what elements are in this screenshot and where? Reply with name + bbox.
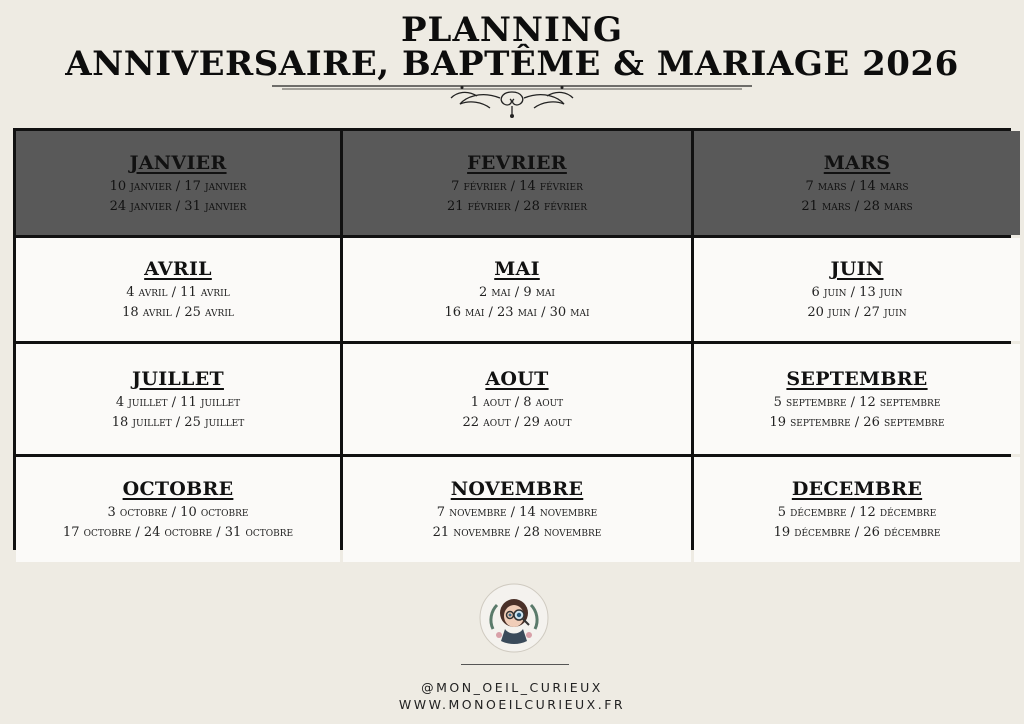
month-cell-novembre — [343, 457, 691, 562]
footer-divider — [461, 664, 569, 665]
month-cell-octobre — [16, 457, 340, 562]
month-name: DECEMBRE — [791, 478, 923, 500]
month-dates-line2: 19 septembre / 26 septembre — [769, 414, 945, 430]
month-name: AOUT — [485, 367, 549, 390]
month-dates-line1: 10 janvier / 17 janvier — [109, 178, 247, 194]
month-name: JUILLET — [132, 367, 224, 390]
month-dates-line2: 18 juillet / 25 juillet — [111, 414, 245, 430]
ornament-divider-icon — [262, 78, 762, 122]
month-cell-juin — [694, 238, 1020, 341]
month-dates-line1: 4 juillet / 11 juillet — [115, 394, 241, 410]
month-name: NOVEMBRE — [450, 478, 584, 500]
calendar-grid — [13, 128, 1011, 550]
month-dates-line1: 5 septembre / 12 septembre — [773, 394, 941, 410]
month-cell-janvier — [16, 131, 340, 235]
month-cell-aout — [343, 344, 691, 454]
month-dates-line2: 24 janvier / 31 janvier — [109, 198, 247, 214]
month-dates-line2: 18 avril / 25 avril — [122, 305, 234, 320]
month-dates-line2: 16 mai / 23 mai / 30 mai — [444, 305, 590, 320]
social-handle: @MON_OEIL_CURIEUX — [421, 680, 603, 695]
month-dates-line1: 1 aout / 8 aout — [470, 394, 564, 410]
month-dates-line1: 2 mai / 9 mai — [479, 285, 555, 300]
page-title-line1: PLANNING — [400, 10, 624, 50]
month-dates-line2: 22 aout / 29 aout — [462, 414, 572, 430]
month-cell-fevrier — [343, 131, 691, 235]
month-cell-mars — [694, 131, 1020, 235]
month-dates-line2: 20 juin / 27 juin — [807, 305, 907, 320]
month-dates-line1: 4 avril / 11 avril — [126, 285, 230, 300]
month-cell-septembre — [694, 344, 1020, 454]
month-dates-line1: 7 mars / 14 mars — [805, 178, 909, 194]
month-name: FEVRIER — [467, 151, 567, 174]
month-dates-line2: 21 février / 28 février — [447, 198, 587, 214]
page-title-line2: ANNIVERSAIRE, BAPTÊME & MARIAGE 2026 — [65, 44, 959, 84]
month-dates-line1: 6 juin / 13 juin — [811, 285, 903, 300]
month-name: JANVIER — [129, 151, 227, 174]
month-cell-avril — [16, 238, 340, 341]
brand-logo-icon — [479, 583, 549, 653]
month-dates-line2: 21 mars / 28 mars — [801, 198, 913, 214]
month-name: AVRIL — [144, 258, 212, 280]
month-dates-line1: 5 décembre / 12 décembre — [777, 505, 937, 520]
month-dates-line1: 7 novembre / 14 novembre — [436, 505, 598, 520]
month-name: SEPTEMBRE — [786, 367, 928, 390]
month-cell-mai — [343, 238, 691, 341]
website-url: WWW.MONOEILCURIEUX.FR — [398, 697, 626, 712]
month-dates-line1: 7 février / 14 février — [451, 178, 583, 194]
month-cell-decembre — [694, 457, 1020, 562]
month-dates-line2: 17 octobre / 24 octobre / 31 octobre — [62, 525, 294, 540]
month-name: MAI — [494, 258, 540, 280]
month-dates-line2: 19 décembre / 26 décembre — [773, 525, 941, 540]
month-dates-line1: 3 octobre / 10 octobre — [107, 505, 249, 520]
month-cell-juillet — [16, 344, 340, 454]
month-dates-line2: 21 novembre / 28 novembre — [432, 525, 602, 540]
month-name: MARS — [823, 151, 891, 174]
month-name: JUIN — [830, 258, 884, 280]
month-name: OCTOBRE — [122, 478, 234, 500]
